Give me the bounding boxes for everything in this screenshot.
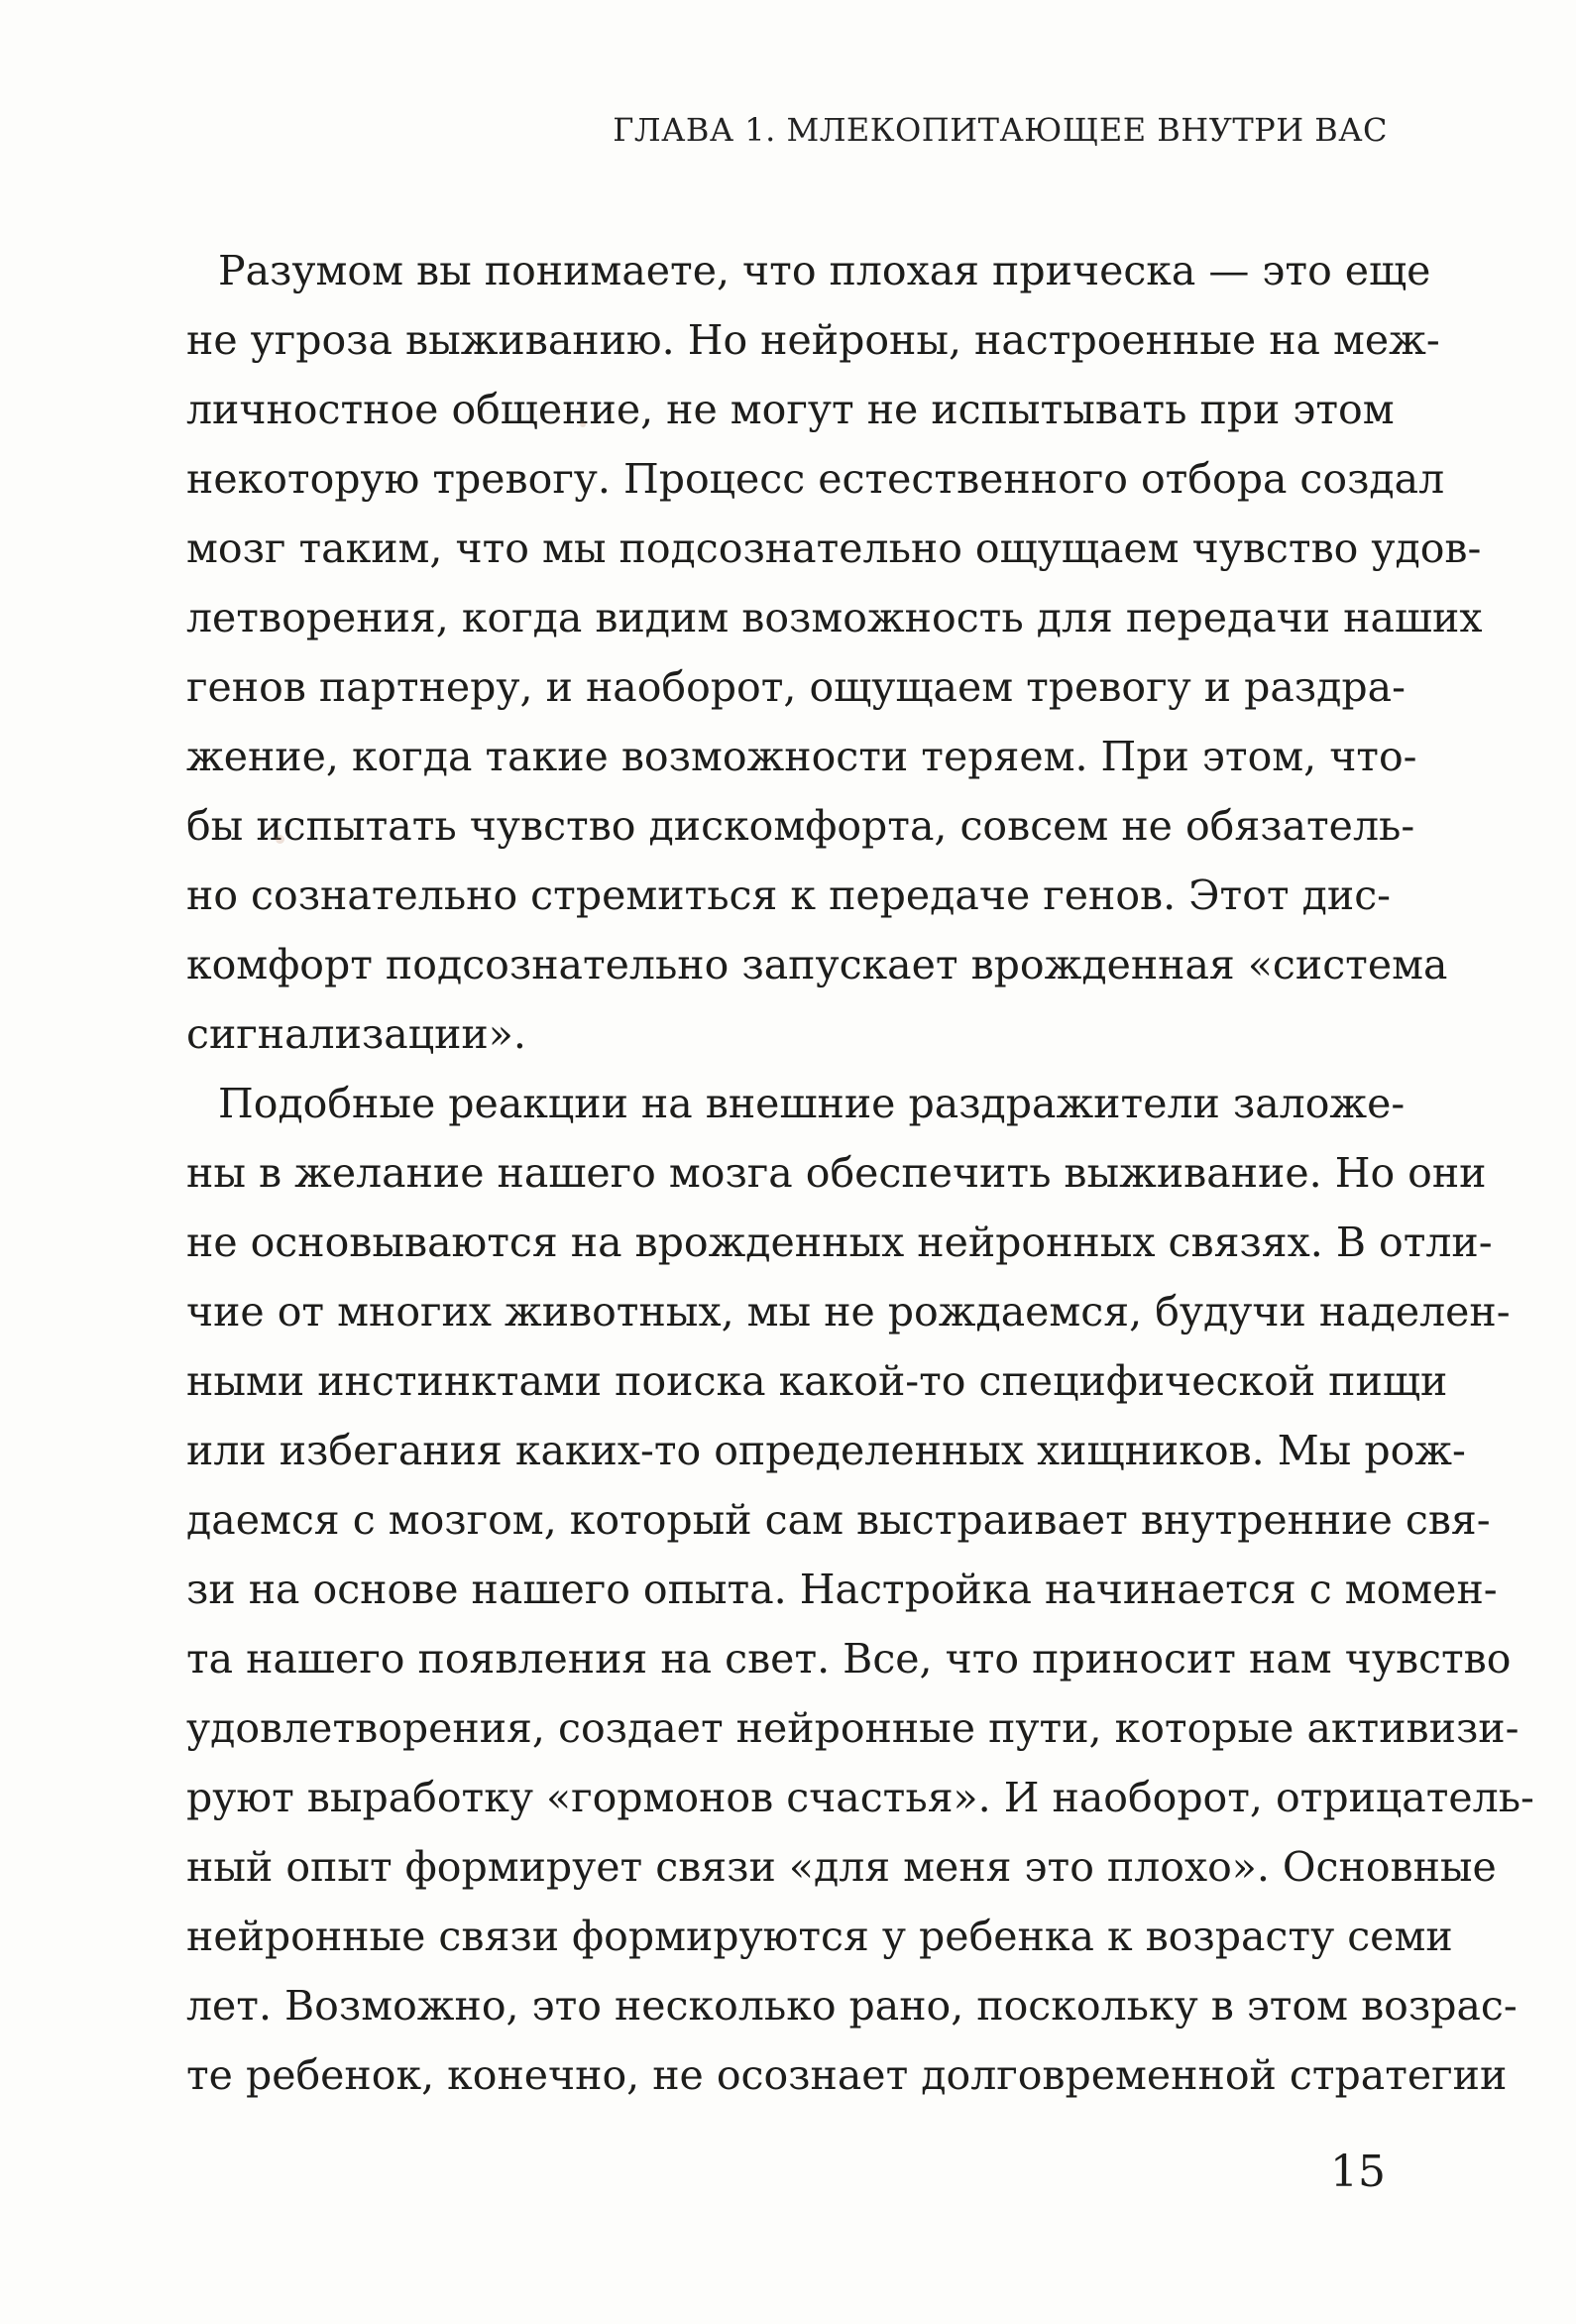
- paragraph-2-line: удовлетворения, создает нейронные пути, которые активизи-: [186, 1704, 1520, 1752]
- paragraph-1-line: Разумом вы понимаете, что плохая прическа — это еще: [218, 247, 1431, 294]
- paragraph-2-line: даемся с мозгом, который сам выстраивает внутренние свя-: [186, 1496, 1491, 1544]
- paragraph-2-line: та нашего появления на свет. Все, что приносит нам чувство: [186, 1635, 1512, 1683]
- paragraph-1-line: личностное общение, не могут не испытывать при этом: [186, 386, 1395, 433]
- paragraph-1-line: жение, когда такие возможности теряем. При этом, что-: [186, 733, 1417, 780]
- paper-stain: [580, 421, 586, 427]
- paragraph-1-line: но сознательно стремиться к передаче генов. Этот дис-: [186, 872, 1392, 919]
- paragraph-1-line: генов партнеру, и наоборот, ощущаем тревогу и раздра-: [186, 663, 1406, 711]
- paragraph-1-line: комфорт подсознательно запускает врожденная «система: [186, 941, 1448, 988]
- paragraph-2-line: или избегания каких-то определенных хищников. Мы рож-: [186, 1427, 1466, 1474]
- paragraph-2-line: ны в желание нашего мозга обеспечить выживание. Но они: [186, 1149, 1487, 1197]
- paragraph-2-line: нейронные связи формируются у ребенка к возрасту семи: [186, 1913, 1453, 1960]
- paragraph-2-line: лет. Возможно, это несколько рано, поскольку в этом возрас-: [186, 1982, 1518, 2030]
- paper-stain: [276, 835, 284, 844]
- paragraph-1-line: не угроза выживанию. Но нейроны, настроенные на меж-: [186, 316, 1440, 364]
- running-header: ГЛАВА 1. МЛЕКОПИТАЮЩЕЕ ВНУТРИ ВАС: [613, 111, 1388, 149]
- page-number: 15: [1330, 2147, 1386, 2197]
- paragraph-1-line: мозг таким, что мы подсознательно ощущаем чувство удов-: [186, 524, 1482, 572]
- paragraph-2-line: не основываются на врожденных нейронных связях. В отли-: [186, 1219, 1493, 1266]
- paragraph-1-line: некоторую тревогу. Процесс естественного отбора создал: [186, 455, 1445, 503]
- paragraph-2-line: те ребенок, конечно, не осознает долговременной стратегии: [186, 2051, 1508, 2099]
- paragraph-2-line: зи на основе нашего опыта. Настройка начинается с момен-: [186, 1566, 1498, 1613]
- paragraph-2-line: руют выработку «гормонов счастья». И наоборот, отрицатель-: [186, 1774, 1534, 1821]
- paragraph-2-line: ными инстинктами поиска какой-то специфической пищи: [186, 1357, 1448, 1405]
- body-text: [186, 236, 1534, 2110]
- paragraph-2-line: чие от многих животных, мы не рождаемся, будучи наделен-: [186, 1288, 1511, 1336]
- paragraph-1-line: летворения, когда видим возможность для передачи наших: [186, 594, 1483, 641]
- paragraph-2-line: Подобные реакции на внешние раздражители заложе-: [218, 1080, 1406, 1127]
- paragraph-2-line: ный опыт формирует связи «для меня это плохо». Основные: [186, 1843, 1497, 1891]
- paragraph-1-line: бы испытать чувство дискомфорта, совсем не обязатель-: [186, 802, 1415, 850]
- paragraph-1-line: сигнализации».: [186, 1010, 526, 1058]
